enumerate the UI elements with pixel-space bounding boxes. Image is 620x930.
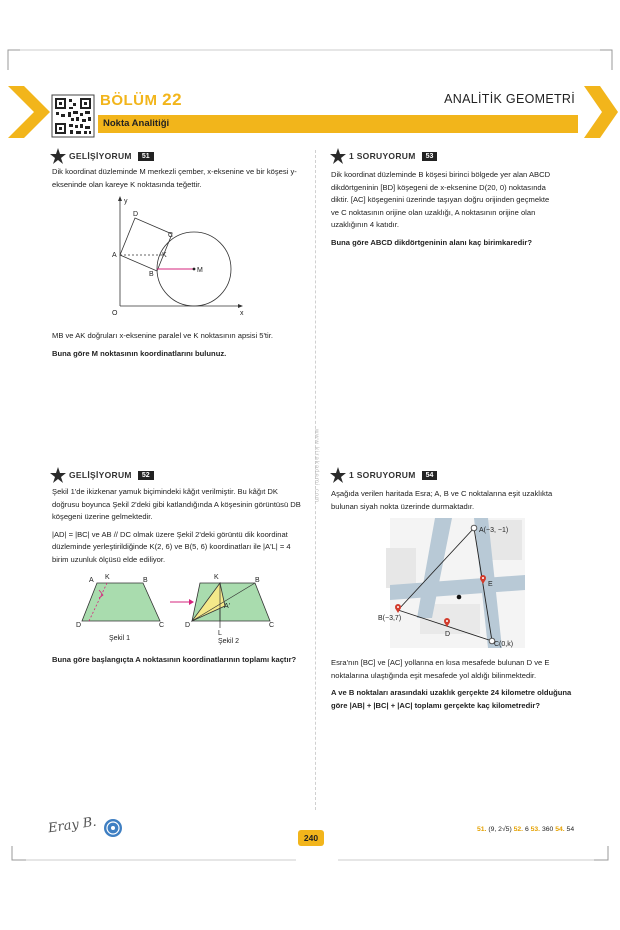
q54-header bbox=[330, 468, 437, 482]
topic-title: Nokta Analitiği bbox=[103, 118, 170, 129]
q52-p1: Şekil 1'de ikizkenar yamuk biçimindeki kâğıt verilmiştir. Bu kâğıt DK doğrusu boyunca Şekil 2'deki gibi katlandığında A köşesinin görüntüsü DB köşegeni üzerine gelmektedir. bbox=[52, 487, 301, 522]
header-chevron-left bbox=[0, 86, 60, 138]
label-o: O bbox=[112, 310, 118, 317]
q52-figures bbox=[75, 570, 285, 650]
fig1-b: B bbox=[143, 577, 148, 584]
topic-bar bbox=[98, 115, 578, 133]
map-label-d: D bbox=[445, 631, 451, 638]
publisher-logo bbox=[103, 818, 123, 838]
fig2-k: K bbox=[214, 574, 219, 581]
signature: Eray B. bbox=[47, 814, 98, 837]
q53-header bbox=[330, 149, 437, 163]
answer-num-51: 51. bbox=[477, 826, 487, 833]
map-label-c: C(0,k) bbox=[494, 641, 514, 648]
label-y: y bbox=[124, 198, 128, 205]
q52-header bbox=[50, 468, 154, 482]
answer-val-54: 54 bbox=[566, 826, 575, 833]
arrow-icon bbox=[189, 599, 194, 605]
q51-header bbox=[50, 149, 154, 163]
page-number: 240 bbox=[298, 830, 324, 846]
map-label-e: E bbox=[488, 581, 493, 588]
q54-body bbox=[331, 657, 581, 717]
star-icon bbox=[50, 467, 66, 483]
fig2-c: C bbox=[269, 622, 275, 629]
q51-figure bbox=[98, 194, 248, 316]
q51-number: 51 bbox=[138, 152, 154, 161]
point-m bbox=[193, 268, 196, 271]
fig1-a: A bbox=[89, 577, 94, 584]
top-frame bbox=[0, 40, 620, 70]
map-label-b: B(−3,7) bbox=[378, 615, 402, 622]
fig1-caption: Şekil 1 bbox=[109, 635, 131, 642]
answer-val-51: (9, 2√5) bbox=[488, 826, 512, 833]
answer-val-52: 6 bbox=[524, 826, 529, 833]
fig2-d: D bbox=[185, 622, 191, 629]
q51-intro: Dik koordinat düzleminde M merkezli çember, x-eksenine ve bir köşesi y-ekseninde olan kareye K noktasında teğettir. bbox=[52, 167, 297, 189]
q51-body bbox=[52, 330, 307, 365]
q54-note: Esra'nın [BC] ve [AC] yollarına en kısa mesafede bulunan D ve E noktalarına ulaştığında eşit mesafede yol aldığı bilinmektedir. bbox=[331, 658, 550, 680]
chapter-number: 22 bbox=[162, 90, 183, 109]
q54-label: 1 SORUYORUM bbox=[349, 470, 416, 480]
q52-number: 52 bbox=[138, 471, 154, 480]
trapezoid-1 bbox=[82, 583, 160, 621]
answer-val-53: 360 bbox=[541, 826, 554, 833]
fig2-caption: Şekil 2 bbox=[218, 638, 240, 645]
answer-key bbox=[477, 826, 574, 833]
star-icon bbox=[50, 148, 66, 164]
label-b: B bbox=[149, 271, 154, 278]
q51-label: GELİŞİYORUM bbox=[69, 151, 132, 161]
q51-question: Buna göre M noktasının koordinatlarını bulunuz. bbox=[52, 348, 227, 358]
q54-question: A ve B noktaları arasındaki uzaklık gerçekte 24 kilometre olduğuna göre |AB| + |BC| + |AC| toplamı gerçekte kaç kilometredir? bbox=[331, 688, 572, 710]
fig2-l: L bbox=[218, 630, 222, 637]
q52-label: GELİŞİYORUM bbox=[69, 470, 132, 480]
fig1-k: K bbox=[105, 574, 110, 581]
answer-num-52: 52. bbox=[513, 826, 524, 833]
label-m: M bbox=[197, 267, 203, 274]
q54-intro: Aşağıda verilen haritada Esra; A, B ve C noktalarına eşit uzaklıkta bulunan siyah nokta üzerinde durmaktadır. bbox=[331, 489, 553, 511]
chapter-word: BÖLÜM bbox=[100, 92, 158, 109]
label-a: A bbox=[112, 252, 117, 259]
chapter-title bbox=[100, 90, 182, 110]
fig2-a-prime: A' bbox=[224, 603, 231, 610]
subject-title: ANALİTİK GEOMETRİ bbox=[444, 92, 575, 106]
watermark: www.kirakademi.com bbox=[313, 428, 319, 504]
answer-num-54: 54. bbox=[555, 826, 565, 833]
q52-question: Buna göre başlangıçta A noktasının koordinatlarının toplamı kaçtır? bbox=[52, 655, 297, 664]
q52-body bbox=[52, 486, 302, 572]
q54-number: 54 bbox=[422, 471, 438, 480]
q53-body bbox=[331, 169, 556, 255]
label-d: D bbox=[133, 211, 139, 218]
square-abcd bbox=[120, 218, 172, 271]
q53-text: Dik koordinat düzleminde B köşesi birinci bölgede yer alan ABCD dikdörtgeninin [BD] köşegeni de x-eksenine D(20, 0) noktasında diktir. [AC] köşegenini üzerinde taşıyan doğru orijinden geçmekte ve C noktasının orijine olan uzaklığı, A noktasının orijine olan uzaklığının 4 katıdır. bbox=[331, 170, 551, 230]
q54-map bbox=[378, 518, 525, 648]
header-chevron-right bbox=[578, 86, 618, 138]
label-x: x bbox=[240, 310, 244, 317]
star-icon bbox=[330, 148, 346, 164]
q53-number: 53 bbox=[422, 152, 438, 161]
label-k: K bbox=[162, 252, 167, 259]
answer-num-53: 53. bbox=[530, 826, 541, 833]
q53-question: Buna göre ABCD dikdörtgeninin alanı kaç birimkaredir? bbox=[331, 237, 532, 247]
q51-note: MB ve AK doğruları x-eksenine paralel ve K noktasının apsisi 5'tir. bbox=[52, 331, 273, 340]
qr-code[interactable] bbox=[52, 95, 94, 137]
map-label-a: A(−3, −1) bbox=[479, 527, 509, 534]
q52-p2: |AD| = |BC| ve AB // DC olmak üzere Şekil 2'deki görüntü dik koordinat düzleminde yerleştirildiğinde K(2, 6) ve B(5, 6) koordinatları ile |A'L| = 4 birim uzunluk ölçüsü elde ediliyor. bbox=[52, 529, 291, 564]
q53-label: 1 SORUYORUM bbox=[349, 151, 416, 161]
fig1-c: C bbox=[159, 622, 165, 629]
esra-point bbox=[457, 595, 462, 600]
fig2-b: B bbox=[255, 577, 260, 584]
star-icon bbox=[330, 467, 346, 483]
label-c: C bbox=[168, 232, 174, 239]
fig1-d: D bbox=[76, 622, 82, 629]
